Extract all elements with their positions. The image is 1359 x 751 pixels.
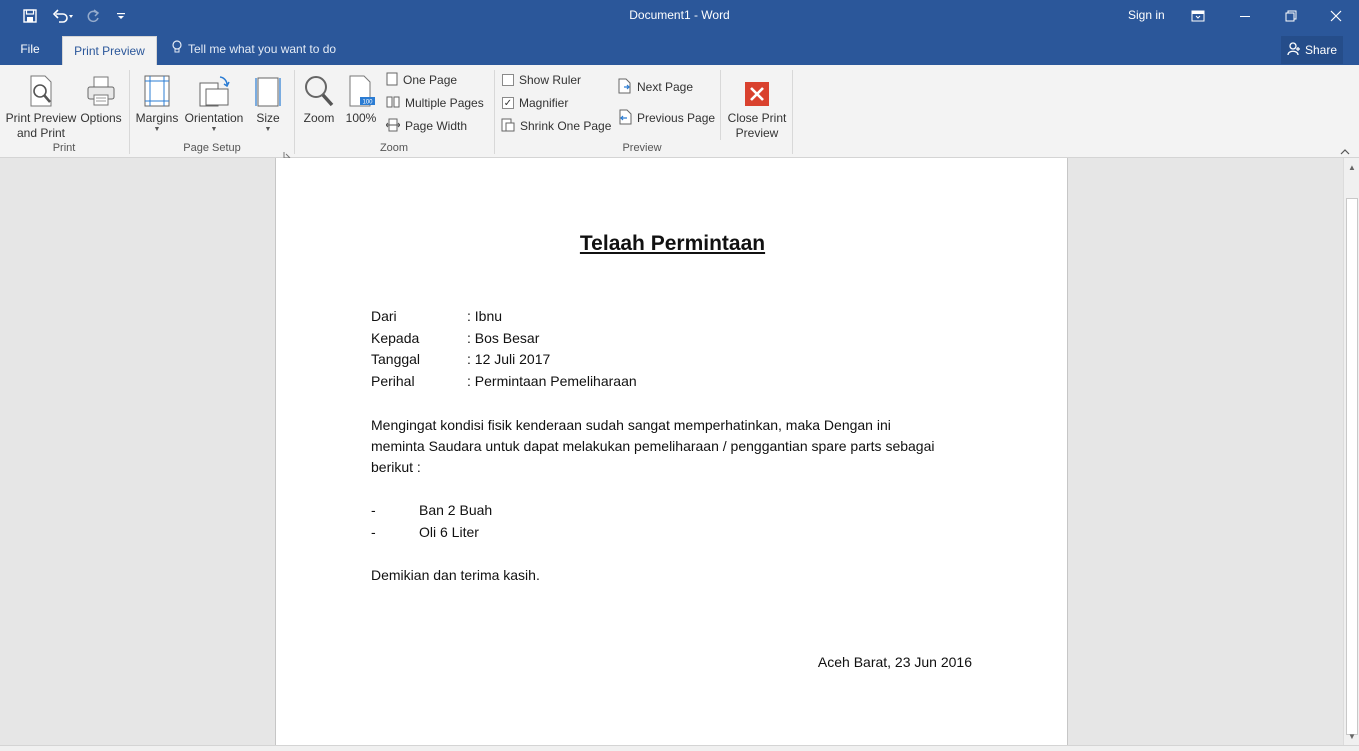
shrink-one-page-icon [501,118,515,135]
shrink-one-page-label: Shrink One Page [520,119,612,133]
size-label: Size [256,111,280,125]
tab-file[interactable]: File [20,41,40,56]
one-page-label: One Page [403,73,458,87]
margins-icon [144,71,170,107]
previous-page-icon [618,109,632,128]
shrink-one-page-button[interactable] [501,117,611,135]
tell-me-label: Tell me what you want to do [188,41,337,56]
list-dash: - [371,502,376,518]
page-width-label: Page Width [405,119,468,133]
next-page-icon [618,78,632,97]
scroll-up-icon[interactable]: ▲ [1348,162,1356,172]
show-ruler-check-icon [502,74,514,86]
multiple-pages-icon [386,95,400,112]
magnifier-label: Magnifier [519,96,569,110]
minimize-icon[interactable] [1222,0,1268,32]
close-red-icon [744,71,770,107]
page-width-icon [386,118,400,135]
print-preview-and-print-button[interactable] [4,71,78,141]
ribbon [0,65,1359,158]
field-value: : Permintaan Pemeliharaan [467,373,637,389]
page-setup-dialog-launcher-icon[interactable] [283,146,291,154]
close-preview-label-1: Close Print [727,111,787,125]
size-dropdown-icon: ▼ [264,126,272,133]
tell-me-box[interactable] [172,32,336,65]
show-ruler-checkbox[interactable] [502,71,581,89]
next-page-button[interactable] [618,78,693,96]
previous-page-label: Previous Page [637,111,716,125]
closing-line: Demikian dan terima kasih. [371,567,540,583]
list-item-text: Oli 6 Liter [419,524,479,540]
field-label: Tanggal [371,351,421,367]
field-row [371,330,539,346]
magnifying-glass-icon [304,71,334,107]
zoom-100-button[interactable] [342,71,380,126]
paragraph-line: berikut : [371,459,421,475]
close-print-preview-button[interactable] [724,71,790,141]
ribbon-tab-row [0,32,1359,65]
size-button[interactable] [252,71,284,134]
place-date: Aceh Barat, 23 Jun 2016 [817,654,972,670]
one-page-button[interactable] [386,71,457,89]
options-button[interactable] [78,71,124,126]
margins-button[interactable] [134,71,180,134]
print-group-label: Print [52,142,76,154]
title-bar [0,0,1359,32]
zoom-label: Zoom [303,111,335,125]
orientation-dropdown-icon: ▼ [210,126,218,133]
field-value: : Ibnu [467,308,503,324]
share-button[interactable] [1281,36,1343,64]
magnifier-check-icon: ✓ [503,97,513,109]
field-row [371,308,502,324]
preview-group-label: Preview [622,142,662,154]
previous-page-button[interactable] [618,109,715,127]
page-setup-group-label: Page Setup [183,142,241,154]
lightbulb-icon [172,40,182,57]
scroll-down-icon[interactable]: ▼ [1348,731,1356,741]
orientation-button[interactable] [182,71,246,134]
document-workspace [0,158,1343,745]
close-window-icon[interactable] [1313,0,1359,32]
share-label: Share [1304,43,1338,57]
margins-dropdown-icon: ▼ [153,126,161,133]
close-preview-label-2: Preview [735,126,779,140]
field-row [371,373,637,389]
orientation-label: Orientation [184,111,244,125]
margins-label: Margins [135,111,179,125]
print-preview-label-2: and Print [16,126,66,140]
hundred-label: 100% [345,111,377,125]
collapse-ribbon-icon[interactable] [1340,143,1350,153]
one-page-icon [386,72,398,89]
field-label: Dari [371,308,397,324]
multiple-pages-button[interactable] [386,94,484,112]
field-value: : Bos Besar [467,330,540,346]
group-separator [720,70,721,140]
printer-icon [85,71,117,107]
window-title: Document1 - Word [629,8,730,22]
zoom-group-label: Zoom [379,142,409,154]
list-item-text: Ban 2 Buah [419,502,493,518]
svg-text:100: 100 [362,99,373,106]
document-title: Telaah Permintaan [579,232,766,255]
print-preview-icon [26,71,56,107]
field-label: Kepada [371,330,420,346]
status-bar [0,745,1359,751]
field-row [371,351,550,367]
group-separator [792,70,793,154]
multiple-pages-label: Multiple Pages [405,96,484,110]
document-page[interactable] [275,158,1068,745]
list-item [371,502,376,518]
field-value: : 12 Juli 2017 [467,351,551,367]
show-ruler-label: Show Ruler [519,73,582,87]
person-icon [1287,42,1301,59]
sign-in-link[interactable]: Sign in [1128,8,1165,22]
size-icon [255,71,281,107]
options-label: Options [80,111,122,125]
zoom-button[interactable] [300,71,338,126]
restore-icon[interactable] [1268,0,1314,32]
paragraph-line: meminta Saudara untuk dapat melakukan pemeliharaan / penggantian spare parts sebagai [371,438,935,454]
vertical-scrollbar[interactable] [1343,158,1359,745]
scroll-thumb[interactable] [1346,198,1358,735]
hundred-percent-icon [346,71,376,107]
paragraph-line: Mengingat kondisi fisik kenderaan sudah sangat memperhatinkan, maka Dengan ini [371,417,891,433]
next-page-label: Next Page [637,80,694,94]
list-item [371,524,376,540]
orientation-icon [198,71,230,107]
field-label: Perihal [371,373,415,389]
magnifier-checkbox[interactable] [502,94,568,112]
tab-print-preview[interactable]: Print Preview [62,36,157,65]
ribbon-display-options-icon[interactable] [1175,0,1221,32]
print-preview-label-1: Print Preview [5,111,77,125]
list-dash: - [371,524,376,540]
page-width-button[interactable] [386,117,467,135]
